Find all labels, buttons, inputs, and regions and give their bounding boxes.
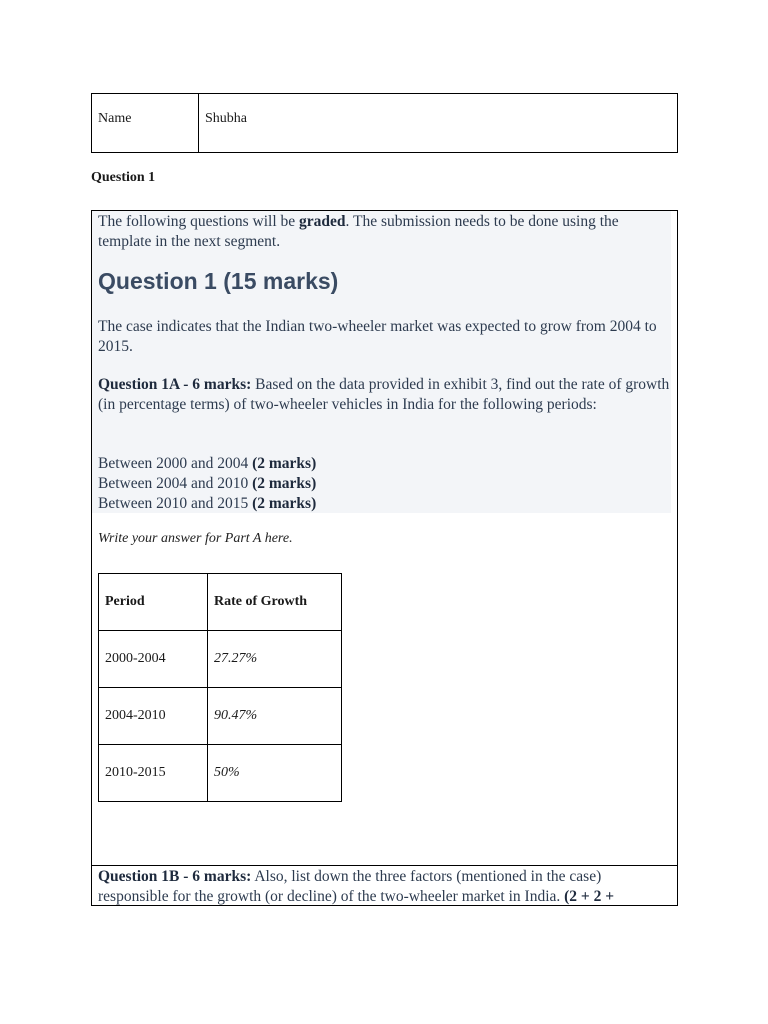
growth-table [98, 573, 342, 802]
period-line [98, 454, 673, 474]
answer-note: Write your answer for Part A here. [98, 531, 293, 546]
q1b-paragraph [98, 867, 673, 906]
period-marks: (2 marks) [252, 495, 317, 512]
period-cell: 2000-2004 [99, 631, 208, 688]
period-marks: (2 marks) [252, 475, 317, 492]
period-line [98, 474, 673, 494]
name-table [91, 93, 678, 153]
q1a-text: Based on the data provided in exhibit 3, find out the rate of growth (in percentage terms) of two-wheeler vehicles in India for the following periods: [98, 376, 670, 413]
q1a-label: Question 1A - 6 marks: [98, 376, 252, 393]
rate-cell: 50% [208, 745, 342, 802]
intro-post: . The submission needs to be done using the template in the next segment. [98, 213, 619, 250]
name-label: Name [92, 94, 199, 152]
rate-cell: 27.27% [208, 631, 342, 688]
table-header-row [99, 574, 342, 631]
case-text: The case indicates that the Indian two-wheeler market was expected to grow from 2004 to 2015. [98, 318, 657, 355]
period-text: Between 2000 and 2004 [98, 455, 253, 472]
q1b-marks: (2 + 2 + [564, 888, 615, 905]
period-line [98, 494, 673, 514]
rate-cell: 90.47% [208, 688, 342, 745]
q1a-paragraph [98, 375, 673, 415]
question-box [91, 210, 678, 906]
section-heading: Question 1 [91, 170, 156, 185]
table-row [99, 688, 342, 745]
period-text: Between 2004 and 2010 [98, 475, 253, 492]
period-cell: 2010-2015 [99, 745, 208, 802]
period-text: Between 2010 and 2015 [98, 495, 253, 512]
name-value: Shubha [205, 111, 247, 126]
q1b-text: Also, list down the three factors (mentioned in the case) responsible for the growth (or decline) of the two-wheeler market in India. [98, 868, 602, 905]
intro-bold: graded [299, 213, 346, 230]
intro-pre: The following questions will be [98, 213, 300, 230]
header-period: Period [99, 574, 208, 631]
table-row [99, 631, 342, 688]
period-cell: 2004-2010 [99, 688, 208, 745]
section-divider [92, 865, 677, 866]
question-title: Question 1 (15 marks) [98, 268, 339, 294]
table-row [99, 745, 342, 802]
intro-paragraph [98, 212, 673, 252]
periods-list [98, 454, 673, 514]
q1b-label: Question 1B - 6 marks: [98, 868, 252, 885]
period-marks: (2 marks) [252, 455, 317, 472]
header-rate: Rate of Growth [208, 574, 342, 631]
